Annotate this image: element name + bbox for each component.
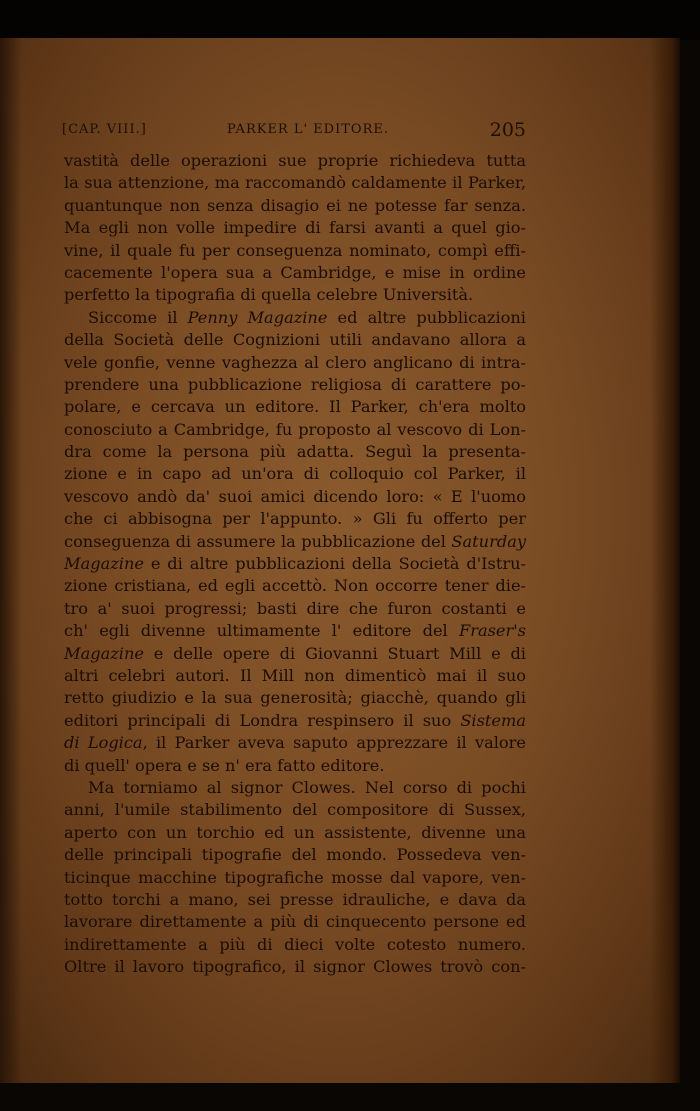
text-line xyxy=(64,575,526,597)
text-line xyxy=(64,755,526,777)
text-run: , il Parker aveva saputo apprezzare il valore xyxy=(142,733,526,753)
text-line xyxy=(64,620,526,642)
text-run: Siccome il xyxy=(88,307,188,327)
text-run: zione e in capo ad un'ora di colloquio col Parker, il xyxy=(64,464,526,484)
body-text xyxy=(64,150,526,978)
text-line xyxy=(64,710,526,732)
text-line xyxy=(64,867,526,889)
text-line xyxy=(64,665,526,687)
text-line xyxy=(64,352,526,374)
text-run: vescovo andò da' suoi amici dicendo loro: « E l'uomo xyxy=(64,486,526,506)
text-line xyxy=(64,262,526,284)
text-run: vele gonfie, venne vaghezza al clero anglicano di intra- xyxy=(64,352,526,372)
page-binding-shadow xyxy=(0,38,22,1083)
text-line xyxy=(64,419,526,441)
text-run: ed altre pubblicazioni xyxy=(327,307,526,327)
text-run: polare, e cercava un editore. Il Parker, ch'era molto xyxy=(64,397,526,417)
top-dark-band xyxy=(0,0,700,40)
text-line xyxy=(64,441,526,463)
text-line xyxy=(64,374,526,396)
text-line xyxy=(64,934,526,956)
text-run: quantunque non senza disagio ei ne potesse far senza. xyxy=(64,195,526,215)
text-line xyxy=(64,508,526,530)
text-run: anni, l'umile stabilimento del compositore di Sussex, xyxy=(64,800,526,820)
text-run: prendere una pubblicazione religiosa di carattere po- xyxy=(64,374,526,394)
italic-title: Saturday xyxy=(451,531,526,551)
text-line xyxy=(64,889,526,911)
text-run: che ci abbisogna per l'appunto. » Gli fu offerto per xyxy=(64,509,526,529)
text-line xyxy=(64,463,526,485)
text-run: ticinque macchine tipografiche mosse dal vapore, ven- xyxy=(64,867,526,887)
text-line xyxy=(64,598,526,620)
text-line xyxy=(64,172,526,194)
text-line xyxy=(64,195,526,217)
text-run: la sua attenzione, ma raccomandò caldamente il Parker, xyxy=(64,173,526,193)
text-line xyxy=(64,396,526,418)
text-line xyxy=(64,553,526,575)
text-line xyxy=(64,307,526,329)
text-run: e di altre pubblicazioni della Società d'Istru- xyxy=(143,554,526,574)
text-run: indirettamente a più di dieci volte cotesto numero. xyxy=(64,934,526,954)
text-line xyxy=(64,240,526,262)
page-number: 205 xyxy=(489,119,526,141)
text-line xyxy=(64,150,526,172)
text-run: della Società delle Cognizioni utili andavano allora a xyxy=(64,330,526,350)
page-edge-shadow xyxy=(650,38,680,1083)
italic-title: Magazine xyxy=(64,554,144,574)
text-run: delle principali tipografie del mondo. Possedeva ven- xyxy=(64,845,526,865)
italic-title: Fraser's xyxy=(458,621,526,641)
text-run: zione cristiana, ed egli accettò. Non occorre tener die- xyxy=(64,576,526,596)
text-run: di quell' opera e se n' era fatto editore. xyxy=(64,755,385,775)
text-line xyxy=(64,329,526,351)
text-run: lavorare direttamente a più di cinquecento persone ed xyxy=(64,912,526,932)
text-line xyxy=(64,531,526,553)
chapter-label: [CAP. VIII.] xyxy=(62,122,147,137)
text-line xyxy=(64,911,526,933)
text-run: Ma egli non volle impedire di farsi avanti a quel gio- xyxy=(64,218,526,238)
text-line xyxy=(64,643,526,665)
running-header xyxy=(62,120,526,142)
text-line xyxy=(64,486,526,508)
italic-title: di Logica xyxy=(64,733,143,753)
text-run: vastità delle operazioni sue proprie richiedeva tutta xyxy=(64,151,526,170)
text-run: editori principali di Londra respinsero il suo xyxy=(64,710,461,730)
text-line xyxy=(64,799,526,821)
text-run: e delle opere di Giovanni Stuart Mill e di xyxy=(143,643,526,663)
italic-title: Sistema xyxy=(460,710,526,730)
text-line xyxy=(64,777,526,799)
text-run: conosciuto a Cambridge, fu proposto al vescovo di Lon- xyxy=(64,419,526,439)
text-run: tro a' suoi progressi; basti dire che furon costanti e xyxy=(64,598,526,618)
text-line xyxy=(64,217,526,239)
text-line xyxy=(64,956,526,978)
text-line xyxy=(64,732,526,754)
text-run: cacemente l'opera sua a Cambridge, e mise in ordine xyxy=(64,262,526,282)
text-run: dra come la persona più adatta. Seguì la presenta- xyxy=(64,442,526,462)
text-run: altri celebri autori. Il Mill non dimenticò mai il suo xyxy=(64,665,526,685)
text-run: aperto con un torchio ed un assistente, divenne una xyxy=(64,822,526,842)
text-line xyxy=(64,822,526,844)
text-run: conseguenza di assumere la pubblicazione del xyxy=(64,531,452,551)
text-run: Ma torniamo al signor Clowes. Nel corso di pochi xyxy=(88,777,526,797)
text-run: Oltre il lavoro tipografico, il signor Clowes trovò con- xyxy=(64,957,526,977)
running-title: PARKER L' EDITORE. xyxy=(227,122,389,137)
italic-title: Penny Magazine xyxy=(187,307,328,327)
text-run: vine, il quale fu per conseguenza nominato, compì effi- xyxy=(64,240,526,260)
text-line xyxy=(64,844,526,866)
text-run: retto giudizio e la sua generosità; giacchè, quando gli xyxy=(64,688,526,708)
text-line xyxy=(64,284,526,306)
text-run: totto torchi a mano, sei presse idrauliche, e dava da xyxy=(64,889,526,909)
italic-title: Magazine xyxy=(64,643,144,663)
text-line xyxy=(64,687,526,709)
text-run: ch' egli divenne ultimamente l' editore del xyxy=(64,621,459,641)
text-run: perfetto la tipografia di quella celebre Università. xyxy=(64,285,474,305)
